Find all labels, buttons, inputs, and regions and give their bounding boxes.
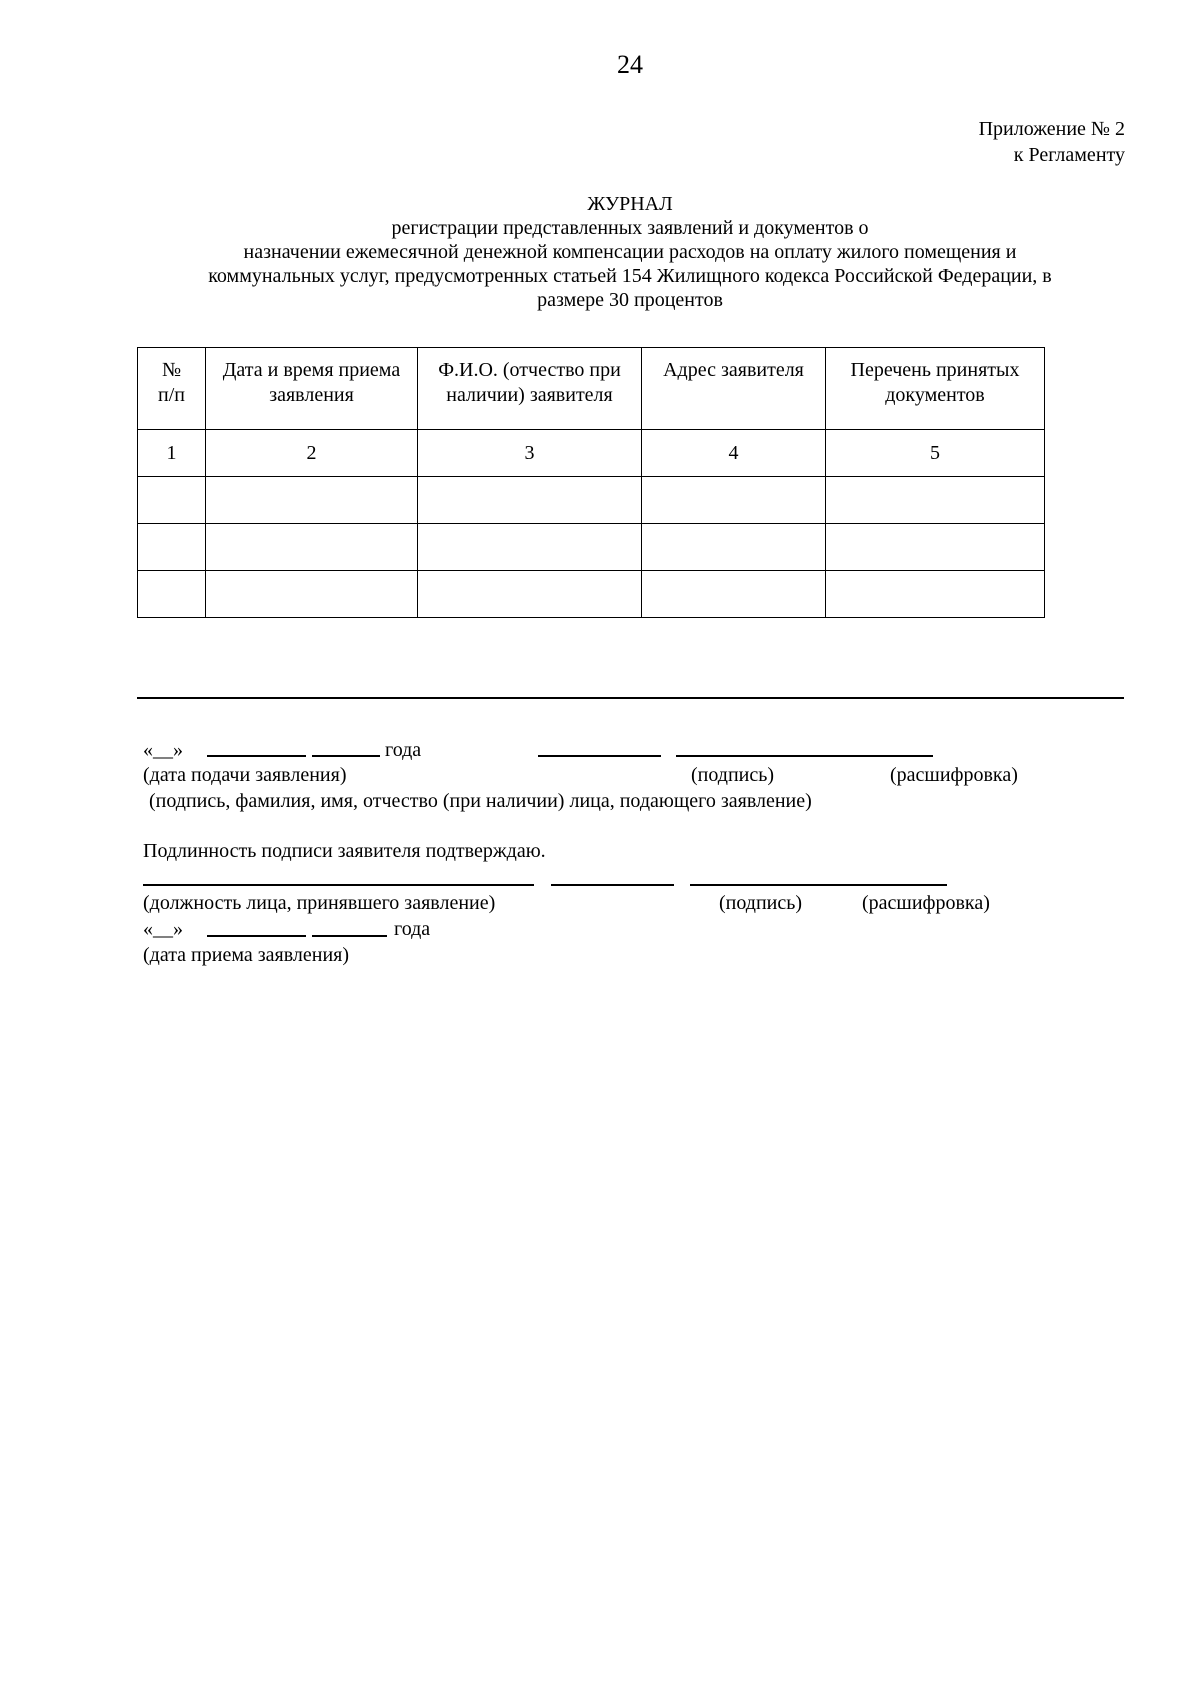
table-cell[interactable] (138, 571, 206, 618)
decoding-caption: (расшифровка) (890, 764, 1018, 786)
signature-line-2[interactable] (551, 884, 674, 886)
day-month-line[interactable] (207, 755, 306, 757)
table-cell[interactable] (826, 571, 1045, 618)
table-row (138, 524, 1045, 571)
column-number-cell: 5 (826, 430, 1045, 477)
year-line[interactable] (312, 755, 380, 757)
page-number: 24 (617, 50, 643, 79)
header-full-name-l2: наличии) заявителя (446, 384, 613, 406)
header-date-time-l1: Дата и время приема (222, 359, 401, 381)
header-documents-l2: документов (885, 384, 985, 406)
header-documents (826, 348, 1045, 430)
header-number-l1: № (161, 359, 182, 381)
title-heading: ЖУРНАЛ (587, 193, 673, 215)
title-line-4: размере 30 процентов (537, 289, 723, 311)
signature-caption-2: (подпись) (719, 892, 803, 914)
receipt-date-caption: (дата приема заявления) (143, 944, 350, 966)
applicant-caption: (подпись, фамилия, имя, отчество (при наличии) лица, подающего заявление) (149, 790, 812, 812)
table-cell[interactable] (206, 524, 418, 571)
table-cell[interactable] (138, 524, 206, 571)
column-number-cell: 1 (138, 430, 206, 477)
table-cell[interactable] (418, 524, 642, 571)
column-number-cell: 3 (418, 430, 642, 477)
table-cell[interactable] (418, 571, 642, 618)
title-line-3: коммунальных услуг, предусмотренных статьей 154 Жилищного кодекса Российской Федерации, в (208, 265, 1052, 287)
table-cell[interactable] (418, 477, 642, 524)
table-row (138, 571, 1045, 618)
appendix-line-2: к Регламенту (1013, 144, 1125, 166)
position-caption: (должность лица, принявшего заявление) (143, 892, 496, 914)
separator-rule (137, 697, 1124, 699)
signature-line[interactable] (538, 755, 661, 757)
header-number-l2: п/п (158, 384, 185, 406)
column-number-cell: 2 (206, 430, 418, 477)
header-address (642, 348, 826, 430)
day-month-line-2[interactable] (207, 935, 306, 937)
table-cell[interactable] (206, 477, 418, 524)
table-cell[interactable] (642, 524, 826, 571)
year-word: года (385, 739, 422, 761)
table-row (138, 477, 1045, 524)
signature-caption: (подпись) (691, 764, 775, 786)
table-cell[interactable] (642, 477, 826, 524)
decoding-line[interactable] (676, 755, 933, 757)
title-line-1: регистрации представленных заявлений и документов о (391, 217, 869, 239)
decoding-caption-2: (расшифровка) (862, 892, 990, 914)
date-open-quote-2: «__» (143, 918, 183, 940)
year-line-2[interactable] (312, 935, 387, 937)
header-date-time (206, 348, 418, 430)
journal-table (137, 347, 1045, 618)
year-word-2: года (394, 918, 431, 940)
table-header-row (138, 348, 1045, 430)
submission-date-caption: (дата подачи заявления) (143, 764, 347, 786)
position-line[interactable] (143, 884, 534, 886)
title-line-2: назначении ежемесячной денежной компенсации расходов на оплату жилого помещения и (243, 241, 1017, 263)
date-open-quote: «__» (143, 739, 183, 761)
document-title (0, 192, 1200, 312)
header-full-name-l1: Ф.И.О. (отчество при (438, 359, 621, 381)
header-date-time-l2: заявления (269, 384, 354, 406)
table-cell[interactable] (826, 477, 1045, 524)
header-number (138, 348, 206, 430)
table-cell[interactable] (206, 571, 418, 618)
column-number-cell: 4 (642, 430, 826, 477)
header-address-l1: Адрес заявителя (663, 359, 804, 381)
decoding-line-2[interactable] (690, 884, 947, 886)
appendix-label (979, 116, 1125, 168)
authenticity-statement: Подлинность подписи заявителя подтверждаю. (143, 840, 546, 862)
table-cell[interactable] (138, 477, 206, 524)
header-full-name (418, 348, 642, 430)
table-cell[interactable] (826, 524, 1045, 571)
header-documents-l1: Перечень принятых (850, 359, 1020, 381)
table-cell[interactable] (642, 571, 826, 618)
appendix-line-1: Приложение № 2 (978, 118, 1125, 140)
column-number-row (138, 430, 1045, 477)
